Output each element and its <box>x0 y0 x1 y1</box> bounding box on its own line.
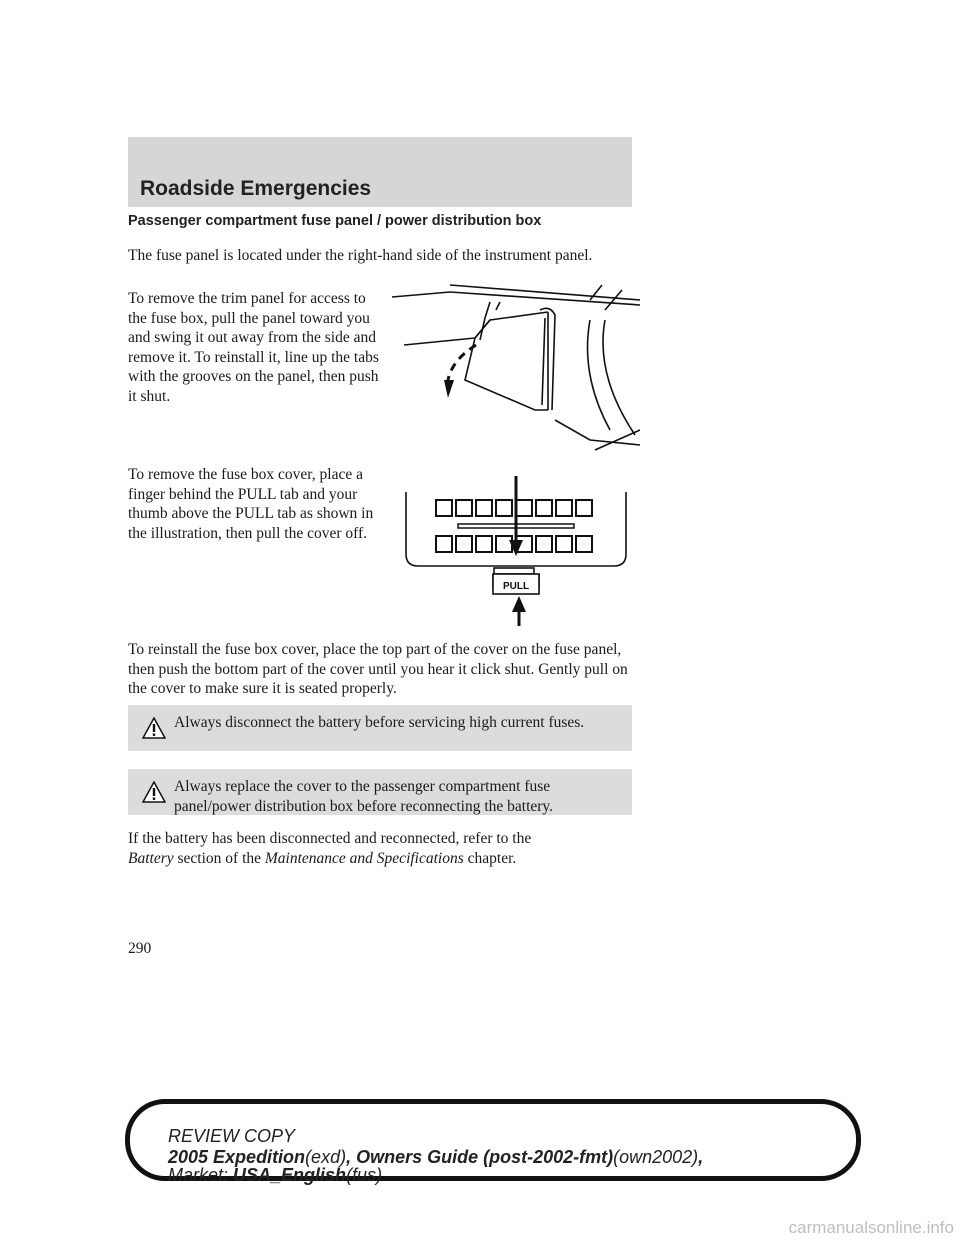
battery-ref-battery: Battery <box>128 849 174 867</box>
footer-market-label: Market: <box>168 1165 229 1185</box>
page-section-title: Roadside Emergencies <box>140 177 372 200</box>
paragraph-trim-panel: To remove the trim panel for access to the fuse box, pull the panel toward you and swing it out away from the side and remove it. To reinstall it, line up the tabs with the grooves on the panel, then push it shut. <box>128 290 379 405</box>
header-band <box>128 137 632 207</box>
footer-model-code: (exd) <box>305 1147 347 1167</box>
fuse-box-cover-illustration <box>396 474 636 630</box>
paragraph-battery-reference <box>128 829 632 868</box>
warning-triangle-icon <box>142 717 166 739</box>
pull-tab-label: PULL <box>502 581 530 592</box>
battery-ref-middle: section of the <box>177 849 262 867</box>
paragraph-cover-remove: To remove the fuse box cover, place a finger behind the PULL tab and your thumb above the PULL tab as shown in the illustration, then pull the cover off. <box>128 466 374 542</box>
warning-box-disconnect <box>128 705 632 751</box>
trim-panel-illustration <box>390 280 640 460</box>
page-number: 290 <box>128 940 152 957</box>
battery-ref-suffix: chapter. <box>467 849 517 867</box>
watermark: carmanualsonline.info <box>788 1218 954 1237</box>
battery-ref-prefix: If the battery has been disconnected and reconnected, refer to the <box>128 830 532 847</box>
footer-market-code: (fus) <box>346 1165 383 1185</box>
warning-triangle-icon <box>142 781 166 803</box>
battery-ref-chapter: Maintenance and Specifications <box>264 849 464 867</box>
paragraph-cover-reinstall: To reinstall the fuse box cover, place the top part of the cover on the fuse panel, then push the bottom part of the cover until you hear it click shut. Gently pull on the cover to make sure it is seated properly. <box>128 641 628 697</box>
footer-comma: , <box>698 1147 704 1167</box>
review-copy-footer <box>125 1099 861 1185</box>
footer-guide: , Owners Guide (post-2002-fmt) <box>346 1147 614 1167</box>
footer-market-line <box>168 1165 382 1186</box>
paragraph-location: The fuse panel is located under the right-hand side of the instrument panel. <box>128 247 593 264</box>
footer-market: USA_English <box>233 1165 347 1185</box>
warning-box-replace-cover <box>128 769 632 815</box>
section-heading: Passenger compartment fuse panel / power distribution box <box>128 213 542 229</box>
footer-guide-code: (own2002) <box>613 1147 699 1167</box>
warning-text-replace-cover: Always replace the cover to the passenger compartment fuse panel/power distribution box before reconnecting the battery. <box>174 778 554 815</box>
warning-text-disconnect: Always disconnect the battery before servicing high current fuses. <box>174 714 585 731</box>
footer-review-copy: REVIEW COPY <box>168 1126 296 1146</box>
footer-model: 2005 Expedition <box>168 1147 306 1167</box>
